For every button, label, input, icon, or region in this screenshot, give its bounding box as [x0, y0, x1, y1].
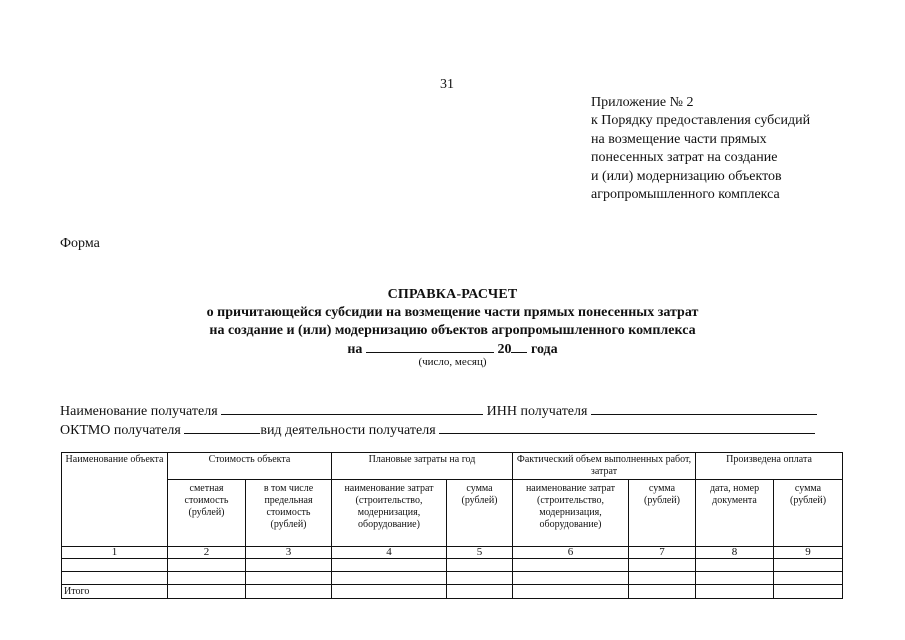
page-number: 31	[440, 77, 454, 92]
header-planned-name: наименование затрат (строительство, модернизация, оборудование)	[332, 480, 447, 547]
table-cell[interactable]	[629, 585, 696, 599]
oktmo-row	[60, 421, 815, 439]
table-cell[interactable]	[696, 559, 774, 572]
appendix-line: на возмещение части прямых	[591, 131, 767, 147]
recipient-name-label: Наименование получателя	[60, 404, 218, 419]
header-paid-sum: сумма (рублей)	[774, 480, 843, 547]
column-number: 2	[168, 547, 246, 559]
table-cell[interactable]	[447, 572, 513, 585]
title-subtitle-line2: на создание и (или) модернизацию объектов агропромышленного комплекса	[209, 323, 696, 338]
header-actual-name: наименование затрат (строительство, модернизация, оборудование)	[513, 480, 629, 547]
table-cell[interactable]	[168, 585, 246, 599]
table-row	[62, 572, 843, 585]
year-blank[interactable]	[511, 340, 527, 353]
table-cell[interactable]	[168, 559, 246, 572]
header-object-name: Наименование объекта	[62, 453, 168, 547]
header-actual-sum: сумма (рублей)	[629, 480, 696, 547]
year-prefix: 20	[497, 342, 512, 357]
appendix-note	[591, 94, 810, 204]
table-cell[interactable]	[62, 572, 168, 585]
table-row-numbers	[62, 547, 843, 559]
header-planned: Плановые затраты на год	[332, 453, 513, 480]
table-cell[interactable]	[513, 559, 629, 572]
table-cell[interactable]	[332, 572, 447, 585]
appendix-line: и (или) модернизацию объектов	[591, 168, 782, 184]
table-total-row	[62, 585, 843, 599]
table-cell[interactable]	[629, 572, 696, 585]
inn-field[interactable]	[591, 402, 817, 415]
column-number: 9	[774, 547, 843, 559]
column-number: 4	[332, 547, 447, 559]
appendix-line: понесенных затрат на создание	[591, 150, 778, 166]
activity-field[interactable]	[439, 421, 815, 434]
date-blank[interactable]	[366, 340, 494, 353]
table-cell[interactable]	[62, 559, 168, 572]
table-cell[interactable]	[774, 559, 843, 572]
table-cell[interactable]	[246, 572, 332, 585]
subsidy-table	[61, 452, 843, 599]
table-cell[interactable]	[332, 559, 447, 572]
table-cell[interactable]	[774, 572, 843, 585]
table-cell[interactable]	[447, 559, 513, 572]
table-cell[interactable]	[774, 585, 843, 599]
date-prefix: на	[347, 342, 363, 357]
column-number: 8	[696, 547, 774, 559]
title-main: СПРАВКА-РАСЧЕТ	[387, 287, 518, 302]
title-subtitle-line1: о причитающейся субсидии на возмещение части прямых понесенных затрат	[206, 305, 699, 320]
table-header-row	[62, 453, 843, 480]
appendix-line: к Порядку предоставления субсидий	[591, 113, 811, 129]
column-number: 6	[513, 547, 629, 559]
inn-label: ИНН получателя	[486, 404, 588, 419]
total-label: Итого	[62, 585, 168, 599]
header-limit: в том числе предельная стоимость (рублей)	[246, 480, 332, 547]
column-number: 7	[629, 547, 696, 559]
table-cell[interactable]	[447, 585, 513, 599]
table-cell[interactable]	[513, 572, 629, 585]
header-cost: Стоимость объекта	[168, 453, 332, 480]
table-cell[interactable]	[696, 585, 774, 599]
column-number: 1	[62, 547, 168, 559]
date-hint: (число, месяц)	[418, 356, 487, 368]
table-row	[62, 559, 843, 572]
document-title	[0, 286, 905, 359]
header-actual: Фактический объем выполненных работ, затрат	[513, 453, 696, 480]
table-cell[interactable]	[246, 585, 332, 599]
table-cell[interactable]	[629, 559, 696, 572]
appendix-line: Приложение № 2	[591, 95, 694, 110]
activity-label: вид деятельности получателя	[260, 423, 436, 438]
oktmo-label: ОКТМО получателя	[60, 423, 181, 438]
table-cell[interactable]	[513, 585, 629, 599]
column-number: 5	[447, 547, 513, 559]
recipient-row	[60, 402, 817, 420]
recipient-name-field[interactable]	[221, 402, 483, 415]
appendix-line: агропромышленного комплекса	[591, 187, 780, 203]
table-cell[interactable]	[332, 585, 447, 599]
oktmo-field[interactable]	[184, 421, 260, 434]
header-planned-sum: сумма (рублей)	[447, 480, 513, 547]
table-cell[interactable]	[168, 572, 246, 585]
table-subheader-row	[62, 480, 843, 547]
table-cell[interactable]	[246, 559, 332, 572]
column-number: 3	[246, 547, 332, 559]
header-doc: дата, номер документа	[696, 480, 774, 547]
header-paid: Произведена оплата	[696, 453, 843, 480]
form-label: Форма	[60, 236, 100, 251]
header-estimate: сметная стоимость (рублей)	[168, 480, 246, 547]
date-suffix: года	[530, 342, 558, 357]
table-cell[interactable]	[696, 572, 774, 585]
